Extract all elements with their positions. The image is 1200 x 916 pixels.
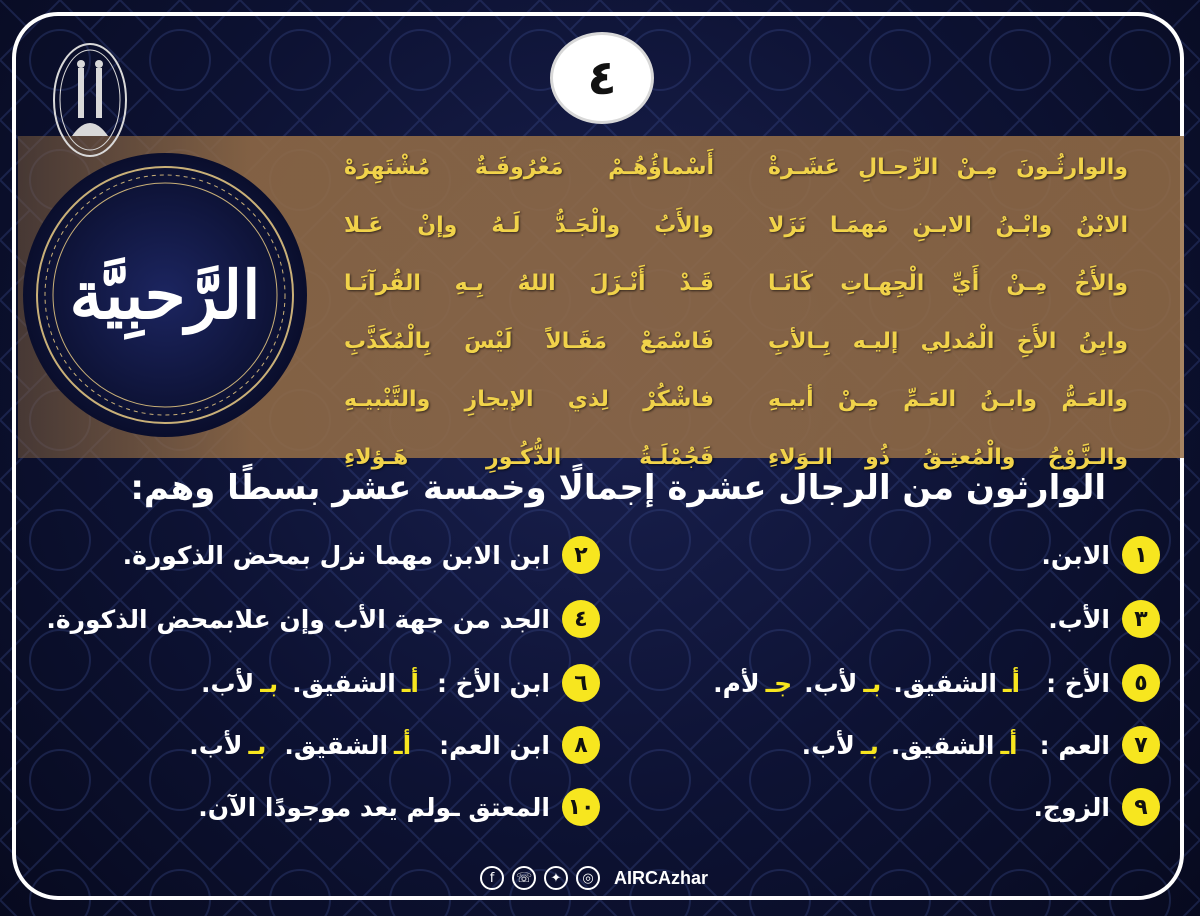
option-letter: أـ: [394, 730, 412, 760]
option-letter: أـ: [1000, 730, 1018, 760]
azhar-logo-icon: [50, 40, 130, 160]
number-badge: ٥: [1122, 664, 1160, 702]
number-badge: ٨: [562, 726, 600, 764]
heir-item: [1041, 536, 1160, 574]
heir-text: الأخ :: [1046, 668, 1110, 698]
option-letter: بـ: [248, 730, 267, 760]
number-badge: ٢: [562, 536, 600, 574]
social-handle[interactable]: AIRCAzhar: [614, 867, 709, 888]
section-heading: الوارثون من الرجال عشرة إجمالًا وخمسة عشر بسطًا وهم:: [130, 468, 1106, 508]
heir-text: ابن الأخ :: [436, 668, 550, 698]
twitter-icon[interactable]: ✦: [544, 866, 568, 890]
option-letter: بـ: [860, 730, 879, 760]
heir-item: [198, 788, 600, 826]
heir-item: [713, 664, 1160, 702]
heir-text: ابن الابن مهما نزل بمحض الذكورة.: [122, 540, 550, 570]
heir-text: الجد من جهة الأب وإن علابمحض الذكورة.: [46, 604, 550, 634]
number-badge: ٤: [562, 600, 600, 638]
option-text: لأب.: [804, 668, 858, 698]
verse-line: فَجُمْلَـةُ الذُّكُـورِ هَـؤلاءِ: [344, 445, 714, 470]
number-badge: ٦: [562, 664, 600, 702]
verse-line: وابِنُ الأَخِ الْمُدلِي إليـه بِـالأبِ: [768, 329, 1128, 354]
verse-line: والأَبُ والْجَـدُّ لَـهُ وإنْ عَـلا: [344, 213, 714, 238]
option-letter: بـ: [863, 668, 882, 698]
heir-item: [123, 536, 600, 574]
heir-item: [802, 726, 1160, 764]
number-badge: ١٠: [562, 788, 600, 826]
option-text: لأب.: [801, 730, 855, 760]
option-text: لأب.: [189, 730, 243, 760]
facebook-icon[interactable]: f: [480, 866, 504, 890]
verse-line: قَـدْ أَنْـزَلَ اللهُ بِـهِ القُرآنَـا: [344, 271, 714, 296]
option-text: الشقيق.: [893, 668, 997, 698]
option-letter: أـ: [401, 668, 419, 698]
social-bar: [480, 866, 708, 890]
heir-text: ابن العم:: [439, 730, 550, 760]
heir-item: [189, 726, 600, 764]
heir-item: [46, 600, 600, 638]
verse-line: والوارثُـونَ مِـنْ الرِّجـالِ عَشَـرةْ: [768, 155, 1128, 180]
option-text: الشقيق.: [292, 668, 396, 698]
option-text: لأم.: [713, 668, 760, 698]
heir-text: الزوج.: [1033, 792, 1110, 822]
heir-text: الابن.: [1041, 540, 1110, 570]
option-letter: أـ: [1002, 668, 1021, 698]
card-number-badge: ٤: [550, 32, 654, 124]
verses-right-column: [768, 150, 1128, 476]
verse-line: والعَـمُّ وابـنُ العَـمِّ مِـنْ أبيـهِ: [768, 387, 1128, 412]
verse-line: الابْنُ وابْـنُ الابـنِ مَهمَـا نَزَلا: [768, 213, 1128, 238]
heir-text: المعتق ـولم يعد موجودًا الآن.: [198, 792, 550, 822]
instagram-icon[interactable]: ◎: [576, 866, 600, 890]
verse-line: أَسْماؤُهُـمْ مَعْرُوفَـةٌ مُشْتَهِرَهْ: [344, 155, 714, 180]
heir-item: [201, 664, 600, 702]
whatsapp-icon[interactable]: ☏: [512, 866, 536, 890]
heir-item: [1033, 788, 1160, 826]
verse-line: والـزَّوْجُ والْمُعتِـقُ ذُو الـوَلاءِ: [768, 445, 1128, 470]
option-text: لأب.: [200, 668, 255, 698]
number-badge: ٩: [1122, 788, 1160, 826]
verse-line: والأَخُ مِـنْ أَيِّ الْجِهـاتِ كَانَـا: [768, 271, 1128, 296]
heir-item: [1048, 600, 1160, 638]
number-badge: ٣: [1122, 600, 1160, 638]
option-text: الشقيق.: [890, 730, 995, 760]
option-letter: جـ: [765, 668, 793, 698]
number-badge: ٧: [1122, 726, 1160, 764]
title-calligraphy: الرَّحبِيَّة: [69, 256, 261, 334]
number-badge: ١: [1122, 536, 1160, 574]
option-letter: بـ: [260, 668, 279, 698]
heir-text: الأب.: [1048, 604, 1110, 634]
option-text: الشقيق.: [284, 730, 389, 760]
verses-left-column: [344, 150, 714, 476]
verse-line: فاشْكُرْ لِذي الإيجازِ والتَّنْبيـهِ: [344, 387, 714, 412]
verse-line: فَاسْمَعْ مَقَـالاً لَيْسَ بِالْمُكَذَّبِ: [344, 329, 714, 354]
heir-text: العم :: [1039, 730, 1110, 760]
